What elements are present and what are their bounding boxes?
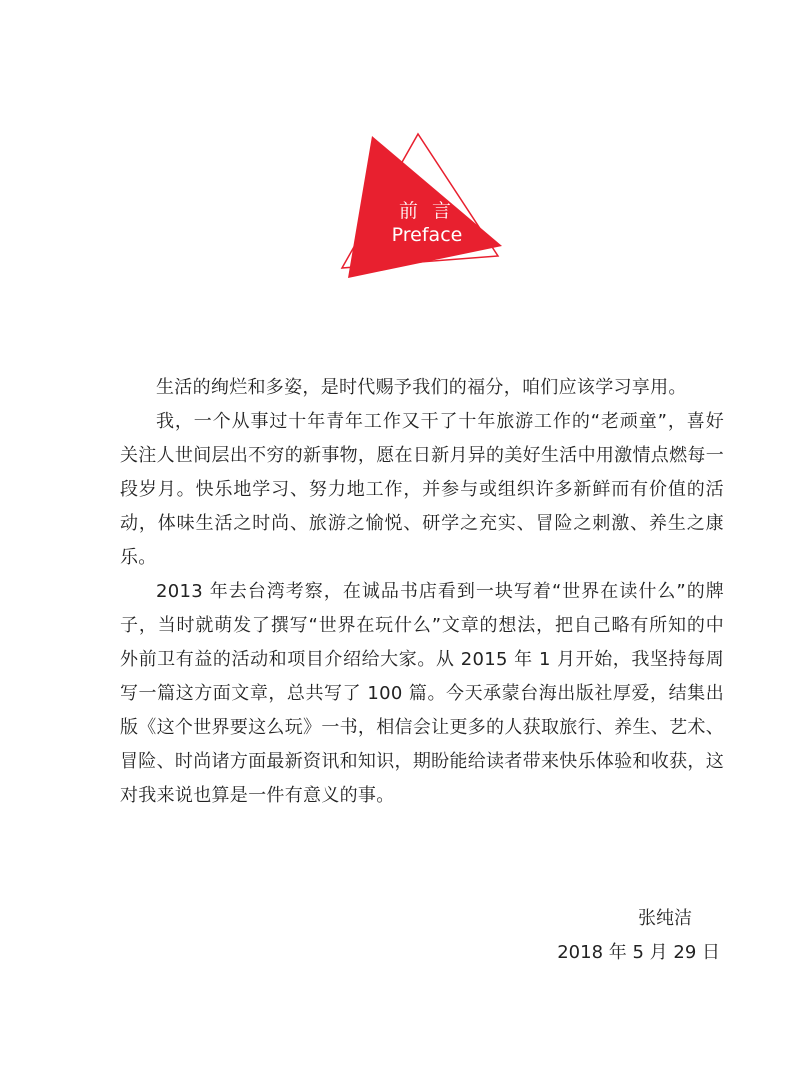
paragraph-2: 我，一个从事过十年青年工作又干了十年旅游工作的“老顽童”，喜好关注人世间层出不穷的新事物，愿在日新月异的美好生活中用激情点燃每一段岁月。快乐地学习、努力地工作，并参与或组织许多新鲜而有价值的活动，体味生活之时尚、旅游之愉悦、研学之充实、冒险之刺激、养生之康乐。 [120,411,724,568]
signature-block [420,902,720,970]
preface-logo [330,128,510,278]
preface-body [120,371,724,813]
paragraph-1: 生活的绚烂和多姿，是时代赐予我们的福分，咱们应该学习享用。 [156,377,687,398]
author-name: 张纯洁 [638,908,692,929]
signature-date: 2018 年 5 月 29 日 [557,942,720,963]
preface-title-en: Preface [391,224,463,246]
paragraph-3: 2013 年去台湾考察，在诚品书店看到一块写着“世界在读什么”的牌子，当时就萌发了撰写“世界在玩什么”文章的想法，把自己略有所知的中外前卫有益的活动和项目介绍给大家。从 2015 年 1 月开始，我坚持每周写一篇这方面文章，总共写了 100 篇。今天承蒙台海出版社厚爱，结集出版《这个世界要这么玩》一书，相信会让更多的人获取旅行、养生、艺术、冒险、时尚诸方面最新资讯和知识，期盼能给读者带来快乐体验和收获，这对我来说也算是一件有意义的事。 [120,581,724,806]
preface-title-cn: 前 言 [398,200,456,222]
